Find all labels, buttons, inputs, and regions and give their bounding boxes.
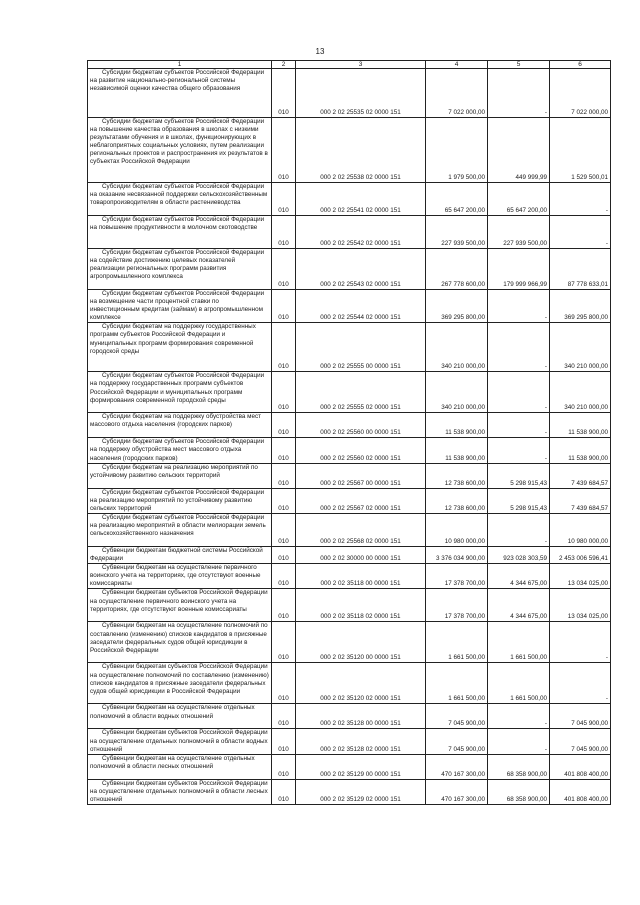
row-unexecuted-amount: 2 453 006 596,41: [550, 546, 611, 563]
table-row: [88, 69, 611, 118]
column-header-1: 1: [88, 61, 272, 69]
row-approved-amount: 10 980 000,00: [426, 513, 488, 546]
column-header-4: 4: [426, 61, 488, 69]
row-budget-code: 000 2 02 25560 00 0000 151: [296, 413, 426, 438]
table-row: [88, 622, 611, 663]
row-executed-amount: -: [488, 372, 550, 413]
row-executed-amount: 5 298 915,43: [488, 463, 550, 488]
row-budget-code: 000 2 02 35120 02 0000 151: [296, 663, 426, 704]
table-row: [88, 564, 611, 589]
row-executed-amount: 68 358 900,00: [488, 779, 550, 804]
row-unexecuted-amount: 87 778 633,01: [550, 249, 611, 290]
row-approved-amount: 340 210 000,00: [426, 323, 488, 372]
row-budget-code: 000 2 02 25555 02 0000 151: [296, 372, 426, 413]
row-executed-amount: 179 999 966,99: [488, 249, 550, 290]
row-budget-code: 000 2 02 25535 02 0000 151: [296, 69, 426, 118]
row-approved-amount: 12 738 600,00: [426, 488, 488, 513]
row-line-code: 010: [272, 69, 296, 118]
row-budget-code: 000 2 02 35120 00 0000 151: [296, 622, 426, 663]
table-header-row: [88, 61, 611, 69]
row-approved-amount: 369 295 800,00: [426, 290, 488, 323]
table-row: [88, 546, 611, 563]
row-executed-amount: 4 344 675,00: [488, 589, 550, 622]
row-name: Субвенции бюджетам на осуществление отдельных полномочий в области лесных отношений: [88, 754, 272, 779]
row-executed-amount: -: [488, 290, 550, 323]
row-name: Субсидии бюджетам субъектов Российской Федерации на возмещение части процентной ставки по инвестиционным кредитам (займам) в агропромышленном комплексе: [88, 290, 272, 323]
row-name: Субсидии бюджетам субъектов Российской Федерации на развитие национально-региональной системы независимой оценки качества общего образования: [88, 69, 272, 118]
row-budget-code: 000 2 02 25555 00 0000 151: [296, 323, 426, 372]
row-unexecuted-amount: -: [550, 216, 611, 249]
row-name: Субвенции бюджетам субъектов Российской Федерации на осуществление отдельных полномочий в области водных отношений: [88, 729, 272, 754]
row-executed-amount: 4 344 675,00: [488, 564, 550, 589]
row-name: Субсидии бюджетам субъектов Российской Федерации на поддержку государственных программ субъектов Российской Федерации и муниципальных программ формирования современной городской среды: [88, 372, 272, 413]
row-unexecuted-amount: 7 045 900,00: [550, 704, 611, 729]
row-budget-code: 000 2 02 35118 02 0000 151: [296, 589, 426, 622]
table-row: [88, 754, 611, 779]
row-approved-amount: 267 778 600,00: [426, 249, 488, 290]
row-line-code: 010: [272, 779, 296, 804]
row-approved-amount: 1 979 500,00: [426, 118, 488, 183]
row-unexecuted-amount: 1 529 500,01: [550, 118, 611, 183]
row-unexecuted-amount: 10 980 000,00: [550, 513, 611, 546]
table-row: [88, 290, 611, 323]
row-name: Субвенции бюджетам на осуществление первичного воинского учета на территориях, где отсутствуют военные комиссариаты: [88, 564, 272, 589]
row-line-code: 010: [272, 438, 296, 463]
row-line-code: 010: [272, 754, 296, 779]
row-line-code: 010: [272, 183, 296, 216]
table-row: [88, 372, 611, 413]
row-budget-code: 000 2 02 25567 02 0000 151: [296, 488, 426, 513]
row-unexecuted-amount: -: [550, 663, 611, 704]
row-unexecuted-amount: 11 538 900,00: [550, 413, 611, 438]
row-budget-code: 000 2 02 25567 00 0000 151: [296, 463, 426, 488]
row-budget-code: 000 2 02 25568 02 0000 151: [296, 513, 426, 546]
row-line-code: 010: [272, 729, 296, 754]
row-name: Субвенции бюджетам субъектов Российской Федерации на осуществление отдельных полномочий в области лесных отношений: [88, 779, 272, 804]
column-header-2: 2: [272, 61, 296, 69]
column-header-5: 5: [488, 61, 550, 69]
table-row: [88, 413, 611, 438]
row-budget-code: 000 2 02 25542 02 0000 151: [296, 216, 426, 249]
row-budget-code: 000 2 02 25544 02 0000 151: [296, 290, 426, 323]
table-row: [88, 663, 611, 704]
row-approved-amount: 17 378 700,00: [426, 589, 488, 622]
row-name: Субсидии бюджетам субъектов Российской Федерации на реализацию мероприятий в области мелиорации земель сельскохозяйственного назначения: [88, 513, 272, 546]
row-name: Субсидии бюджетам на поддержку государственных программ субъектов Российской Федерации и муниципальных программ формирования современной городской среды: [88, 323, 272, 372]
table-row: [88, 729, 611, 754]
row-line-code: 010: [272, 622, 296, 663]
row-line-code: 010: [272, 249, 296, 290]
table-row: [88, 183, 611, 216]
row-executed-amount: -: [488, 323, 550, 372]
row-unexecuted-amount: 11 538 900,00: [550, 438, 611, 463]
row-approved-amount: 17 378 700,00: [426, 564, 488, 589]
row-name: Субвенции бюджетам на осуществление полномочий по составлению (изменению) списков кандидатов в присяжные заседатели федеральных судов общей юрисдикции в Российской Федерации: [88, 622, 272, 663]
row-unexecuted-amount: 369 295 800,00: [550, 290, 611, 323]
row-name: Субсидии бюджетам субъектов Российской Федерации на повышение качества образования в школах с низкими результатами обучения и в школах, функционирующих в неблагоприятных социальных условиях, путем реализации региональных проектов и распространения их результатов в субъектах Российской Федерации: [88, 118, 272, 183]
row-approved-amount: 1 661 500,00: [426, 663, 488, 704]
table-row: [88, 118, 611, 183]
row-approved-amount: 7 045 900,00: [426, 729, 488, 754]
row-executed-amount: 449 999,99: [488, 118, 550, 183]
row-unexecuted-amount: -: [550, 183, 611, 216]
row-line-code: 010: [272, 118, 296, 183]
row-name: Субсидии бюджетам субъектов Российской Федерации на оказание несвязанной поддержки сельскохозяйственным товаропроизводителям в области растениеводства: [88, 183, 272, 216]
row-line-code: 010: [272, 488, 296, 513]
row-approved-amount: 11 538 900,00: [426, 413, 488, 438]
row-executed-amount: -: [488, 438, 550, 463]
row-name: Субсидии бюджетам субъектов Российской Федерации на реализацию мероприятий по устойчивому развитию сельских территорий: [88, 488, 272, 513]
column-header-6: 6: [550, 61, 611, 69]
row-executed-amount: -: [488, 513, 550, 546]
budget-execution-table: [87, 60, 611, 805]
row-name: Субсидии бюджетам субъектов Российской Федерации на содействие достижению целевых показателей реализации региональных программ развития агропромышленного комплекса: [88, 249, 272, 290]
table-row: [88, 463, 611, 488]
table-row: [88, 488, 611, 513]
row-executed-amount: 227 939 500,00: [488, 216, 550, 249]
row-unexecuted-amount: -: [550, 622, 611, 663]
row-unexecuted-amount: 401 808 400,00: [550, 779, 611, 804]
row-line-code: 010: [272, 513, 296, 546]
row-approved-amount: 7 022 000,00: [426, 69, 488, 118]
row-name: Субвенции бюджетам субъектов Российской Федерации на осуществление первичного воинского учета на территориях, где отсутствуют военные комиссариаты: [88, 589, 272, 622]
row-executed-amount: -: [488, 704, 550, 729]
row-budget-code: 000 2 02 35128 00 0000 151: [296, 704, 426, 729]
row-line-code: 010: [272, 372, 296, 413]
row-line-code: 010: [272, 589, 296, 622]
row-approved-amount: 340 210 000,00: [426, 372, 488, 413]
table-row: [88, 438, 611, 463]
row-budget-code: 000 2 02 25541 02 0000 151: [296, 183, 426, 216]
row-approved-amount: 3 376 034 900,00: [426, 546, 488, 563]
row-name: Субсидии бюджетам на поддержку обустройства мест массового отдыха населения (городских парков): [88, 413, 272, 438]
row-executed-amount: 923 028 303,59: [488, 546, 550, 563]
page-number: 13: [315, 47, 325, 56]
row-executed-amount: -: [488, 413, 550, 438]
table-row: [88, 589, 611, 622]
row-approved-amount: 1 661 500,00: [426, 622, 488, 663]
row-line-code: 010: [272, 413, 296, 438]
row-budget-code: 000 2 02 25538 02 0000 151: [296, 118, 426, 183]
row-unexecuted-amount: 7 439 684,57: [550, 488, 611, 513]
row-approved-amount: 7 045 900,00: [426, 704, 488, 729]
row-executed-amount: -: [488, 729, 550, 754]
row-line-code: 010: [272, 323, 296, 372]
table-row: [88, 323, 611, 372]
row-executed-amount: 5 298 915,43: [488, 488, 550, 513]
row-approved-amount: 470 167 300,00: [426, 779, 488, 804]
row-line-code: 010: [272, 216, 296, 249]
table-row: [88, 779, 611, 804]
row-name: Субвенции бюджетам бюджетной системы Российской Федерации: [88, 546, 272, 563]
table-row: [88, 249, 611, 290]
row-budget-code: 000 2 02 35118 00 0000 151: [296, 564, 426, 589]
row-line-code: 010: [272, 704, 296, 729]
row-line-code: 010: [272, 290, 296, 323]
row-approved-amount: 470 167 300,00: [426, 754, 488, 779]
row-budget-code: 000 2 02 35129 00 0000 151: [296, 754, 426, 779]
row-name: Субвенции бюджетам на осуществление отдельных полномочий в области водных отношений: [88, 704, 272, 729]
row-approved-amount: 65 647 200,00: [426, 183, 488, 216]
row-name: Субсидии бюджетам субъектов Российской Федерации на повышение продуктивности в молочном скотоводстве: [88, 216, 272, 249]
row-line-code: 010: [272, 546, 296, 563]
row-executed-amount: -: [488, 69, 550, 118]
row-executed-amount: 1 661 500,00: [488, 622, 550, 663]
column-header-3: 3: [296, 61, 426, 69]
table-row: [88, 704, 611, 729]
row-approved-amount: 227 939 500,00: [426, 216, 488, 249]
row-budget-code: 000 2 02 30000 00 0000 151: [296, 546, 426, 563]
row-unexecuted-amount: 340 210 000,00: [550, 323, 611, 372]
row-executed-amount: 1 661 500,00: [488, 663, 550, 704]
row-name: Субсидии бюджетам субъектов Российской Федерации на поддержку обустройства мест массового отдыха населения (городских парков): [88, 438, 272, 463]
table-row: [88, 513, 611, 546]
row-line-code: 010: [272, 663, 296, 704]
row-executed-amount: 65 647 200,00: [488, 183, 550, 216]
row-name: Субвенции бюджетам субъектов Российской Федерации на осуществление полномочий по составлению (изменению) списков кандидатов в присяжные заседатели федеральных судов общей юрисдикции в Российской Федерации: [88, 663, 272, 704]
row-unexecuted-amount: 340 210 000,00: [550, 372, 611, 413]
row-line-code: 010: [272, 564, 296, 589]
row-unexecuted-amount: 401 808 400,00: [550, 754, 611, 779]
row-line-code: 010: [272, 463, 296, 488]
row-unexecuted-amount: 7 022 000,00: [550, 69, 611, 118]
row-approved-amount: 12 738 600,00: [426, 463, 488, 488]
row-executed-amount: 68 358 900,00: [488, 754, 550, 779]
row-budget-code: 000 2 02 25543 02 0000 151: [296, 249, 426, 290]
row-unexecuted-amount: 7 045 900,00: [550, 729, 611, 754]
row-unexecuted-amount: 13 034 025,00: [550, 589, 611, 622]
row-approved-amount: 11 538 900,00: [426, 438, 488, 463]
row-budget-code: 000 2 02 35128 02 0000 151: [296, 729, 426, 754]
row-budget-code: 000 2 02 35129 02 0000 151: [296, 779, 426, 804]
row-unexecuted-amount: 7 439 684,57: [550, 463, 611, 488]
row-unexecuted-amount: 13 034 025,00: [550, 564, 611, 589]
table-row: [88, 216, 611, 249]
row-name: Субсидии бюджетам на реализацию мероприятий по устойчивому развитию сельских территорий: [88, 463, 272, 488]
row-budget-code: 000 2 02 25560 02 0000 151: [296, 438, 426, 463]
